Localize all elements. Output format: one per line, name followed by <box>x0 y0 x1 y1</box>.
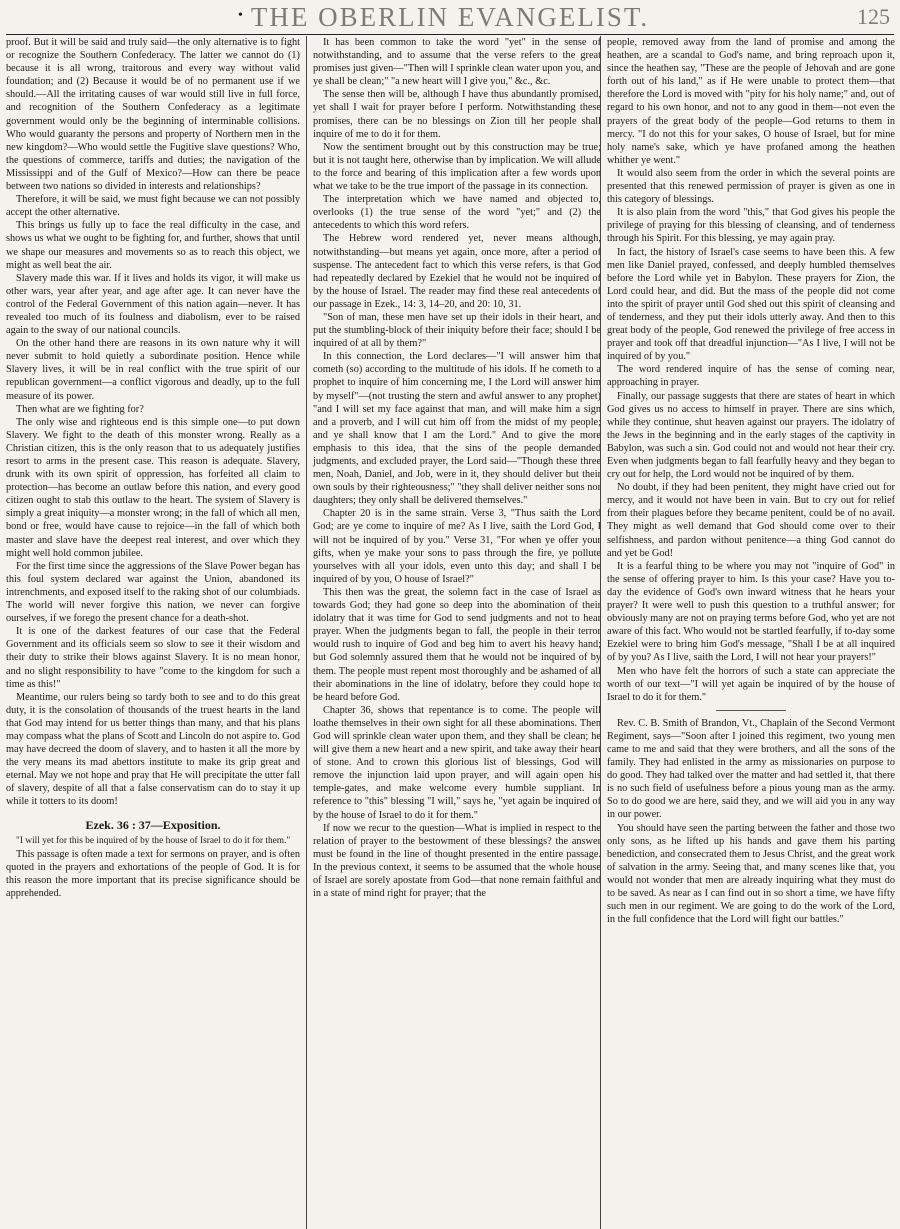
paragraph: The Hebrew word rendered yet, never means although, notwithstanding—but means yet again, once more, after a period of suspense. The antecedent fact to which this verse refers, is that God had repeatedly declared by Ezekiel that he would not be inquired of by the house of Israel. The reader may find these real antecedents of our passage in Ezek., 14: 3, 14–20, and 20: 10, 31. <box>313 233 601 310</box>
paragraph: Finally, our passage suggests that there are states of heart in which God gives us no access to himself in prayer. There are sins which, while they continue, shut heaven against our prayers. The idolatry of the Jews in the beginning and in the early stages of the captivity in Babylon, was such a sin. God could not and would not hear their cry. Even when judgments began to fall fearfully heavy and they began to cry out for help, the Lord would not be inquired of by them. <box>607 390 895 481</box>
paragraph: Men who have felt the horrors of such a state can appreciate the worth of our text—"I will yet again be inquired of by the house of Israel to do it for them." <box>607 665 895 703</box>
paragraph: "Son of man, these men have set up their idols in their heart, and put the stumbling-block of their iniquity before their face; should I be inquired of at all by them?" <box>313 311 601 350</box>
column-3 <box>600 36 895 1229</box>
paragraph: In this connection, the Lord declares—"I will answer him that cometh (so) according to the multitude of his idols. If he cometh to a prophet to inquire of him concerning me, I the Lord will answer him by myself"—(not trusting the stern and awful answer to any prophet) "and I will set my face against that man, and will make him a sign and a proverb, and I will cut him off from the midst of my people; and ye shall know that I am the Lord." And to give the more emphasis to this idea, that the sins of the people demanded judgments, and excluded prayer, the Lord said—"Though these three men, Noah, Daniel, and Job, were in it, they should deliver but their own souls by their righteousness;" "they shall deliver neither sons nor daughters; they only shall be delivered themselves." <box>313 351 601 507</box>
paragraph: This brings us fully up to face the real difficulty in the case, and shows us what we ought to be fighting for, and further, shows that until we shape our measures and movements so as to reach this object, we might as well beat the air. <box>6 220 300 271</box>
paragraph: The interpretation which we have named and objected to, overlooks (1) the true sense of the word "yet;" and (2) the antecedents to which this word refers. <box>313 194 601 232</box>
paragraph: You should have seen the parting between the father and those two only sons, as he lifted up his hands and gave them his parting benediction, and consecrated them to Jesus Christ, and the great work of salvation in the army. Seeing that, and many scenes like that, you would not wonder that men are already inquiring what they must do to be saved. As near as I can find out in so short a time, we have fifty such men in our regiment. We are going to do the work of the Lord, in the full confidence that the Lord will fight our battles." <box>607 822 895 926</box>
paragraph: Meantime, our rulers being so tardy both to see and to do this great duty, it is the consolation of thousands of the truest hearts in the land that God may intend for us better things than many, and that his plans may compass what the plans of Scott and Lincoln do not aspire to. God may have decreed the doom of slavery, and to hasten it all the more by the very means its mad abettors institute to make its grip great and eternal. May we not hope and pray that He will precipitate the utter fall of slavery, despite of all that a false conservatism can do to stay it up while it totters to its doom! <box>6 691 300 808</box>
paragraph: This then was the great, the solemn fact in the case of Israel as towards God; they had gone so deep into the abomination of their idolatry that it was time for God to send judgments and not to hear prayer. When the judgments began to fall, the people in their terror would rush to inquire of God and beg him to avert his heavy hand; but God solemnly assured them that he would not be inquired of by them. The people must repent most thoroughly and be ashamed of all their abominations in the line of idolatry, before they could hope to be heard before God. <box>313 586 601 703</box>
paragraph: It would also seem from the order in which the several points are presented that this renewed permission of prayer is given as one in this category of blessings. <box>607 167 895 206</box>
paragraph: Slavery made this war. If it lives and holds its vigor, it will make us other wars, year after year, and age after age. It can never have the control of the Federal Government of this nation again—never. It has revealed too much of its foulness and diabolism, ever to be raised again to the sway of our national councils. <box>6 272 300 337</box>
paragraph: Chapter 36, shows that repentance is to come. The people will loathe themselves in their own sight for all these abominations. Then God will sprinkle clean water upon them, and they shall be clean; he will give them a new heart and a new spirit, and take away their heart of stone. And to crown this glorious list of blessings, God will remove the injunction laid upon prayer, and will again open his temple-gates, and make welcome every humble suppliant. In reference to "this" blessing "I will," says he, "yet again be inquired of by the house of Israel to do it for them." <box>313 704 601 821</box>
masthead <box>6 0 894 35</box>
paragraph: Then what are we fighting for? <box>16 403 144 415</box>
paragraph: people, removed away from the land of promise and among the heathen, are a scandal to God's name, and bring reproach upon it, since the heathen say, "These are the people of Jehovah and are gone forth out of his land," as if He were unable to protect them—that therefore the Lord is moved with "pity for his holy name;" and, out of regard to his own honor, and not to any good in them—not even the prayers of the great body of the people—God returns to them in mercy. "I do not this for your sakes, O house of Israel, but for mine holy name's sake, which ye have profaned among the heathen whither ye went." <box>607 37 895 166</box>
paragraph: Therefore, it will be said, we must fight because we can not possibly accept the other alternative. <box>6 194 300 219</box>
epigraph: "I will yet for this be inquired of by the house of Israel to do it for them." <box>16 835 291 846</box>
paragraph: Now the sentiment brought out by this construction may be true; but it is not taught here, otherwise than by implication. We will allude to the force and bearing of this implication after a few words upon what we take to be the true import of the passage in its connection. <box>313 141 601 193</box>
column-2 <box>306 36 601 1229</box>
paragraph: No doubt, if they had been penitent, they might have cried out for mercy, and it would not have been in vain. But to cry out for relief from their plagues before they became penitent, could be of no avail. They might as well demand that God should come over to their selfishness, and pardon without penitence—a thing God cannot do and yet be God! <box>607 482 895 559</box>
paragraph: proof. But it will be said and truly said—the only alternative is to fight or recognize the Southern Confederacy. The latter we cannot do (1) because it is all wrong, traitorous and every way without valid foundation; and (2) Because it would be of no permanent use if we should.—All the irritating causes of war would still live in full force, and recognition of the Southern Confederacy as a legitimate government would only be the beginning of interminable collisions. Who would guaranty the persons and property of Northern men in the new kingdom?—Who would settle the Fugitive slave questions? Who, the questions of commerce, tariffs and duties; the navigation of the Mississippi and of the Gulf of Mexico?—How can there be peace between two nations so divided in interests and relationships? <box>6 37 300 193</box>
paragraph: The word rendered inquire of has the sense of coming near, approaching in prayer. <box>607 364 895 389</box>
article-columns <box>6 36 894 1229</box>
section-heading: Ezek. 36 : 37—Exposition. <box>85 817 221 832</box>
paragraph: The only wise and righteous end is this simple one—to put down Slavery. We fight to the death of this monster wrong. Really as a Christian citizen, this is the only reason that to us adequately justifies resort to arms in the present case. This reason is adequate. Slavery, drunk with its own spirit of oppression, has forfeited all claim to protection—has become an outlaw before this nation, and every good citizen ought to stab this outlaw to the heart. The system of Slavery is simply a great iniquity—a monster wrong; in the fall of which all men, bond or free, would have cause to rejoice—in the fall of which both master and slave have the deepest real interest, and over which they might well hold common jubilee. <box>6 416 300 559</box>
paragraph: The sense then will be, although I have thus abundantly promised, yet shall I wait for prayer before I perform. Notwithstanding these promises, there can be no blessings on Zion till her people shall inquire of me to do it for them. <box>313 89 601 140</box>
paragraph: For the first time since the aggressions of the Slave Power began has this foul system declared war against the Union, abandoned its intrenchments, and exposed itself to the raking shot of our columbiads. The world will never forgive this nation, we never can forgive ourselves, if we forego the present chance for a death-shot. <box>6 560 300 625</box>
paragraph: If now we recur to the question—What is implied in respect to the relation of prayer to the bestowment of these blessings? the answer must be found in the line of thought presented in the entire passage. In the previous context, it seems to be assumed that the whole house of Israel are sorely apostate from God—that none remain faithful and in a state of mind right for prayer; that the <box>313 822 601 900</box>
paragraph: It has been common to take the word "yet" in the sense of notwithstanding, and to assume that the verse refers to the great promises just given—"Then will I sprinkle clean water upon you, and ye shall be clean;" "a new heart will I give you," &c., &c. <box>313 37 601 88</box>
section-divider <box>716 710 786 711</box>
paragraph: Rev. C. B. Smith of Brandon, Vt., Chaplain of the Second Vermont Regiment, says—"Soon after I joined this regiment, two young men came to me and said that they were brothers, and all the sons of the family. They had enlisted in the army as missionaries on purpose to do good. They had talked over the matter and had settled it, that there is no such field of usefulness before a pious young man as the army. So to do good we are here, said they, and we will aid you in any way in our power. <box>607 717 895 821</box>
paragraph: It is a fearful thing to be where you may not "inquire of God" in the sense of offering prayer to him. Is this your case? Have you to-day the evidence of God's own inward witness that he hears your prayer? It were well to push this question to a truthful answer; for obviously many are not on praying terms before God, who yet are not aware of this fact. Who would not be startled fearfully, if to-day some Ezekiel were to bring him God's message, "Shall I be at all inquired of by you? As I live, saith the Lord, I will not hear your prayers!" <box>607 560 895 664</box>
page-number: 125 <box>857 4 890 29</box>
newspaper-title: THE OBERLIN EVANGELIST. <box>250 2 650 32</box>
paragraph: In fact, the history of Israel's case seems to have been this. A few men like Daniel prayed, confessed, and deeply humbled themselves before the Lord while yet in Babylon. These prayers for Zion, the Lord could hear, and did. But the mass of the people did not come into the spirit of prayer until God shed out this spirit of cleansing and of tenderness, and they put their idols utterly away. And then to this great body of the people, God renewed the privilege of free access in prayer and took off that dreadful injunction—"As I live, I will not be inquired of by you." <box>607 246 895 363</box>
paragraph: It is one of the darkest features of our case that the Federal Government and its officials seem so slow to see it their wisdom and their duty to strike their blows against Slavery. It is no mean honor, and no slight responsibility to have "come to the kingdom for such a time as this!" <box>6 626 300 690</box>
paragraph: Chapter 20 is in the same strain. Verse 3, "Thus saith the Lord God; are ye come to inquire of me? As I live, saith the Lord God, I will not be inquired of by you." Verse 31, "For when ye offer your gifts, when ye make your sons to pass through the fire, ye pollute yourselves with all your idols, even unto this day; and shall I be inquired of by you, O house of Israel?" <box>313 508 601 585</box>
column-1 <box>6 36 300 1229</box>
paragraph: It is also plain from the word "this," that God gives his people the privilege of praying for this blessing of cleansing, and of tenderness through his Spirit. For this blessing, ye may again pray. <box>607 207 895 245</box>
paragraph: This passage is often made a text for sermons on prayer, and is often quoted in the prayers and exhortations of the people of God. It is for this reason the more important that its precise significance should be apprehended. <box>6 848 300 899</box>
ornament-dot: • <box>238 8 243 23</box>
paragraph: On the other hand there are reasons in its own nature why it will never submit to hold quietly a subordinate position. Hence while Slavery lives, it will be in real conflict with the true spirit of our republican government—a conflict vigorous and deadly, up to the full measure of its power. <box>6 338 300 402</box>
